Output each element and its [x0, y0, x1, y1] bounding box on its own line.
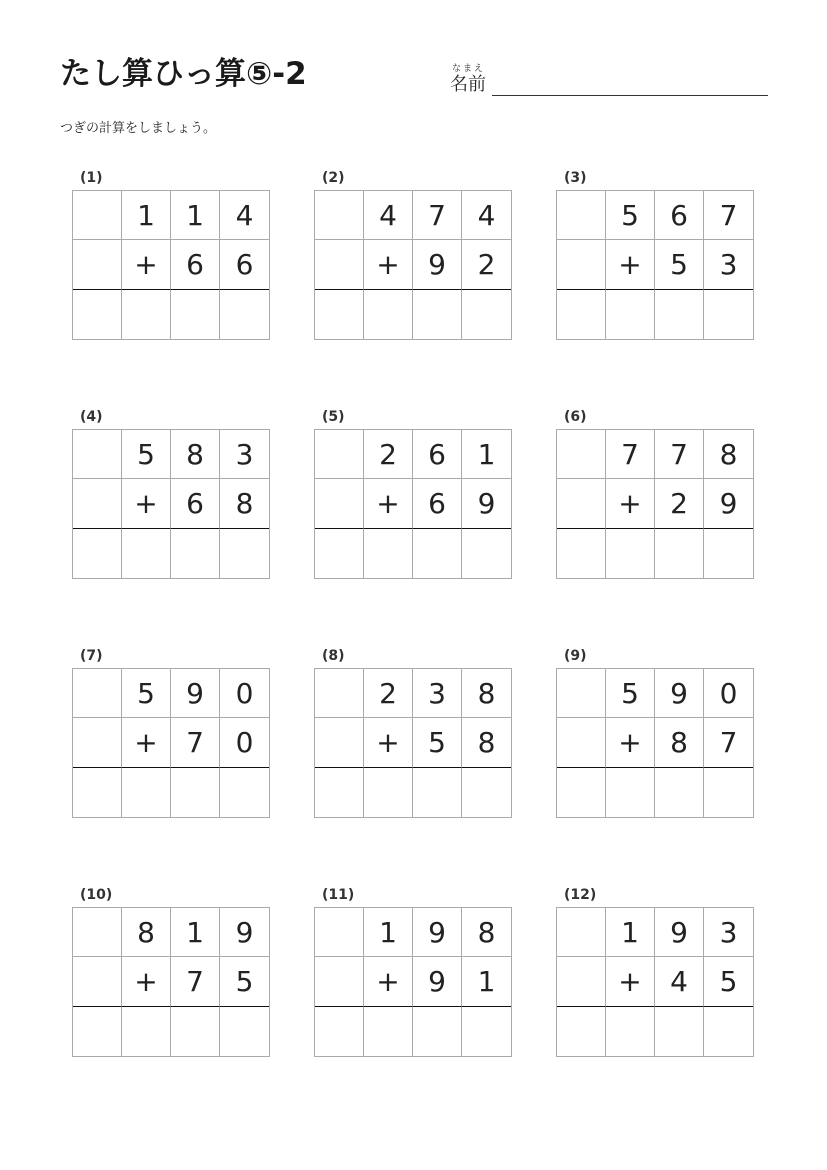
addend-digit: 8	[655, 718, 704, 767]
problem-box	[314, 907, 512, 1057]
addend-digit	[315, 908, 364, 957]
addend-digit: 9	[462, 479, 511, 528]
answer-cell[interactable]	[655, 768, 704, 817]
addend-digit	[73, 430, 122, 479]
addend-digit: 8	[220, 479, 269, 528]
addend-digit: 9	[413, 957, 462, 1006]
answer-cell[interactable]	[73, 1007, 122, 1056]
answer-cell[interactable]	[171, 529, 220, 578]
addend-digit	[315, 718, 364, 767]
plus-sign: +	[364, 957, 413, 1006]
addend-digit: 3	[413, 669, 462, 718]
answer-cell[interactable]	[413, 290, 462, 339]
answer-cell[interactable]	[73, 529, 122, 578]
addend-digit: 0	[220, 669, 269, 718]
problem-label: (12)	[564, 887, 597, 903]
addend-digit	[557, 669, 606, 718]
problem-box	[314, 429, 512, 579]
answer-cell[interactable]	[704, 768, 753, 817]
name-ruby: なまえ	[452, 64, 486, 74]
addend-digit: 1	[462, 430, 511, 479]
addend-digit	[73, 191, 122, 240]
addend-digit: 8	[462, 669, 511, 718]
problem-label: (5)	[322, 409, 345, 425]
addend-digit: 8	[704, 430, 753, 479]
answer-cell[interactable]	[73, 290, 122, 339]
problem-6	[556, 409, 756, 599]
answer-cell[interactable]	[462, 768, 511, 817]
plus-sign: +	[364, 240, 413, 289]
answer-cell[interactable]	[655, 290, 704, 339]
problem-10	[72, 887, 272, 1077]
addend-digit: 5	[220, 957, 269, 1006]
addend-digit: 5	[606, 191, 655, 240]
addend-digit	[73, 669, 122, 718]
addend-digit: 7	[606, 430, 655, 479]
answer-cell[interactable]	[122, 290, 171, 339]
problem-5	[314, 409, 514, 599]
plus-sign: +	[606, 718, 655, 767]
problem-label: (1)	[80, 170, 103, 186]
problem-7	[72, 648, 272, 838]
problem-4	[72, 409, 272, 599]
plus-sign: +	[364, 718, 413, 767]
addend-digit: 1	[462, 957, 511, 1006]
answer-cell[interactable]	[413, 529, 462, 578]
addend-digit: 7	[655, 430, 704, 479]
answer-cell[interactable]	[364, 290, 413, 339]
addend-digit: 5	[606, 669, 655, 718]
addend-digit	[557, 908, 606, 957]
addend-digit: 9	[655, 908, 704, 957]
answer-cell[interactable]	[171, 1007, 220, 1056]
addend-digit: 0	[704, 669, 753, 718]
addend-digit: 5	[122, 669, 171, 718]
problem-label: (6)	[564, 409, 587, 425]
problem-box	[556, 907, 754, 1057]
addend-digit	[315, 669, 364, 718]
addend-digit	[557, 430, 606, 479]
plus-sign: +	[606, 957, 655, 1006]
addend-digit: 9	[413, 908, 462, 957]
addend-digit	[73, 240, 122, 289]
addend-digit: 6	[220, 240, 269, 289]
addend-digit: 4	[220, 191, 269, 240]
addend-digit: 8	[122, 908, 171, 957]
addend-digit: 3	[704, 240, 753, 289]
answer-cell[interactable]	[171, 290, 220, 339]
answer-cell[interactable]	[220, 529, 269, 578]
addend-digit	[73, 957, 122, 1006]
addend-digit: 4	[655, 957, 704, 1006]
addend-digit: 3	[704, 908, 753, 957]
answer-cell[interactable]	[413, 768, 462, 817]
addend-digit: 7	[704, 718, 753, 767]
answer-cell[interactable]	[557, 290, 606, 339]
addend-digit: 4	[462, 191, 511, 240]
answer-cell[interactable]	[704, 529, 753, 578]
problem-1	[72, 170, 272, 360]
answer-cell[interactable]	[315, 1007, 364, 1056]
answer-cell[interactable]	[557, 1007, 606, 1056]
name-line[interactable]	[492, 95, 768, 96]
addend-digit	[315, 191, 364, 240]
addend-digit: 9	[171, 669, 220, 718]
answer-cell[interactable]	[606, 1007, 655, 1056]
addend-digit: 9	[704, 479, 753, 528]
addend-digit: 2	[364, 430, 413, 479]
addend-digit	[557, 191, 606, 240]
addend-digit: 6	[655, 191, 704, 240]
plus-sign: +	[606, 479, 655, 528]
plus-sign: +	[122, 479, 171, 528]
problem-label: (7)	[80, 648, 103, 664]
addend-digit: 7	[171, 957, 220, 1006]
answer-cell[interactable]	[606, 529, 655, 578]
addend-digit: 7	[171, 718, 220, 767]
addend-digit: 5	[413, 718, 462, 767]
answer-cell[interactable]	[73, 768, 122, 817]
answer-cell[interactable]	[462, 529, 511, 578]
addend-digit	[557, 240, 606, 289]
answer-cell[interactable]	[364, 1007, 413, 1056]
answer-cell[interactable]	[413, 1007, 462, 1056]
problem-8	[314, 648, 514, 838]
addend-digit: 5	[704, 957, 753, 1006]
addend-digit: 1	[171, 908, 220, 957]
problem-label: (11)	[322, 887, 355, 903]
addend-digit	[557, 718, 606, 767]
addend-digit: 1	[122, 191, 171, 240]
problem-box	[72, 429, 270, 579]
name-area	[450, 58, 770, 98]
answer-cell[interactable]	[171, 768, 220, 817]
problem-9	[556, 648, 756, 838]
problem-box	[72, 907, 270, 1057]
answer-cell[interactable]	[557, 768, 606, 817]
problem-box	[556, 429, 754, 579]
name-label: 名前	[450, 74, 486, 95]
answer-cell[interactable]	[364, 768, 413, 817]
answer-cell[interactable]	[655, 529, 704, 578]
answer-cell[interactable]	[655, 1007, 704, 1056]
addend-digit: 8	[462, 908, 511, 957]
problem-12	[556, 887, 756, 1077]
addend-digit: 3	[220, 430, 269, 479]
addend-digit: 2	[364, 669, 413, 718]
problem-box	[314, 190, 512, 340]
answer-cell[interactable]	[606, 290, 655, 339]
answer-cell[interactable]	[122, 768, 171, 817]
answer-cell[interactable]	[364, 529, 413, 578]
addend-digit: 7	[704, 191, 753, 240]
addend-digit: 0	[220, 718, 269, 767]
addend-digit: 8	[171, 430, 220, 479]
addend-digit: 6	[171, 240, 220, 289]
addend-digit	[315, 240, 364, 289]
addend-digit: 9	[413, 240, 462, 289]
worksheet-title: たし算ひっ算⑤-2	[60, 56, 307, 92]
addend-digit	[315, 430, 364, 479]
problem-label: (3)	[564, 170, 587, 186]
addend-digit: 7	[413, 191, 462, 240]
plus-sign: +	[364, 479, 413, 528]
addend-digit: 4	[364, 191, 413, 240]
problem-label: (4)	[80, 409, 103, 425]
answer-cell[interactable]	[315, 529, 364, 578]
answer-cell[interactable]	[462, 1007, 511, 1056]
addend-digit	[315, 479, 364, 528]
addend-digit: 6	[171, 479, 220, 528]
plus-sign: +	[606, 240, 655, 289]
answer-cell[interactable]	[704, 1007, 753, 1056]
addend-digit: 1	[171, 191, 220, 240]
addend-digit: 6	[413, 479, 462, 528]
answer-cell[interactable]	[315, 768, 364, 817]
instruction-text: つぎの計算をしましょう。	[60, 121, 217, 136]
addend-digit: 9	[655, 669, 704, 718]
plus-sign: +	[122, 957, 171, 1006]
problem-3	[556, 170, 756, 360]
problem-label: (10)	[80, 887, 113, 903]
plus-sign: +	[122, 718, 171, 767]
addend-digit: 1	[364, 908, 413, 957]
answer-cell[interactable]	[704, 290, 753, 339]
addend-digit: 5	[122, 430, 171, 479]
problem-box	[72, 190, 270, 340]
addend-digit: 9	[220, 908, 269, 957]
plus-sign: +	[122, 240, 171, 289]
addend-digit: 2	[462, 240, 511, 289]
problem-box	[556, 190, 754, 340]
addend-digit: 1	[606, 908, 655, 957]
answer-cell[interactable]	[122, 529, 171, 578]
addend-digit	[73, 718, 122, 767]
addend-digit	[557, 957, 606, 1006]
answer-cell[interactable]	[220, 1007, 269, 1056]
problem-label: (2)	[322, 170, 345, 186]
answer-cell[interactable]	[462, 290, 511, 339]
addend-digit	[557, 479, 606, 528]
answer-cell[interactable]	[220, 768, 269, 817]
answer-cell[interactable]	[315, 290, 364, 339]
answer-cell[interactable]	[606, 768, 655, 817]
answer-cell[interactable]	[557, 529, 606, 578]
problem-label: (8)	[322, 648, 345, 664]
addend-digit	[315, 957, 364, 1006]
addend-digit: 5	[655, 240, 704, 289]
problem-label: (9)	[564, 648, 587, 664]
answer-cell[interactable]	[220, 290, 269, 339]
problem-box	[72, 668, 270, 818]
addend-digit: 2	[655, 479, 704, 528]
answer-cell[interactable]	[122, 1007, 171, 1056]
addend-digit	[73, 479, 122, 528]
problem-11	[314, 887, 514, 1077]
problem-2	[314, 170, 514, 360]
problem-box	[314, 668, 512, 818]
addend-digit: 6	[413, 430, 462, 479]
addend-digit: 8	[462, 718, 511, 767]
problem-box	[556, 668, 754, 818]
addend-digit	[73, 908, 122, 957]
